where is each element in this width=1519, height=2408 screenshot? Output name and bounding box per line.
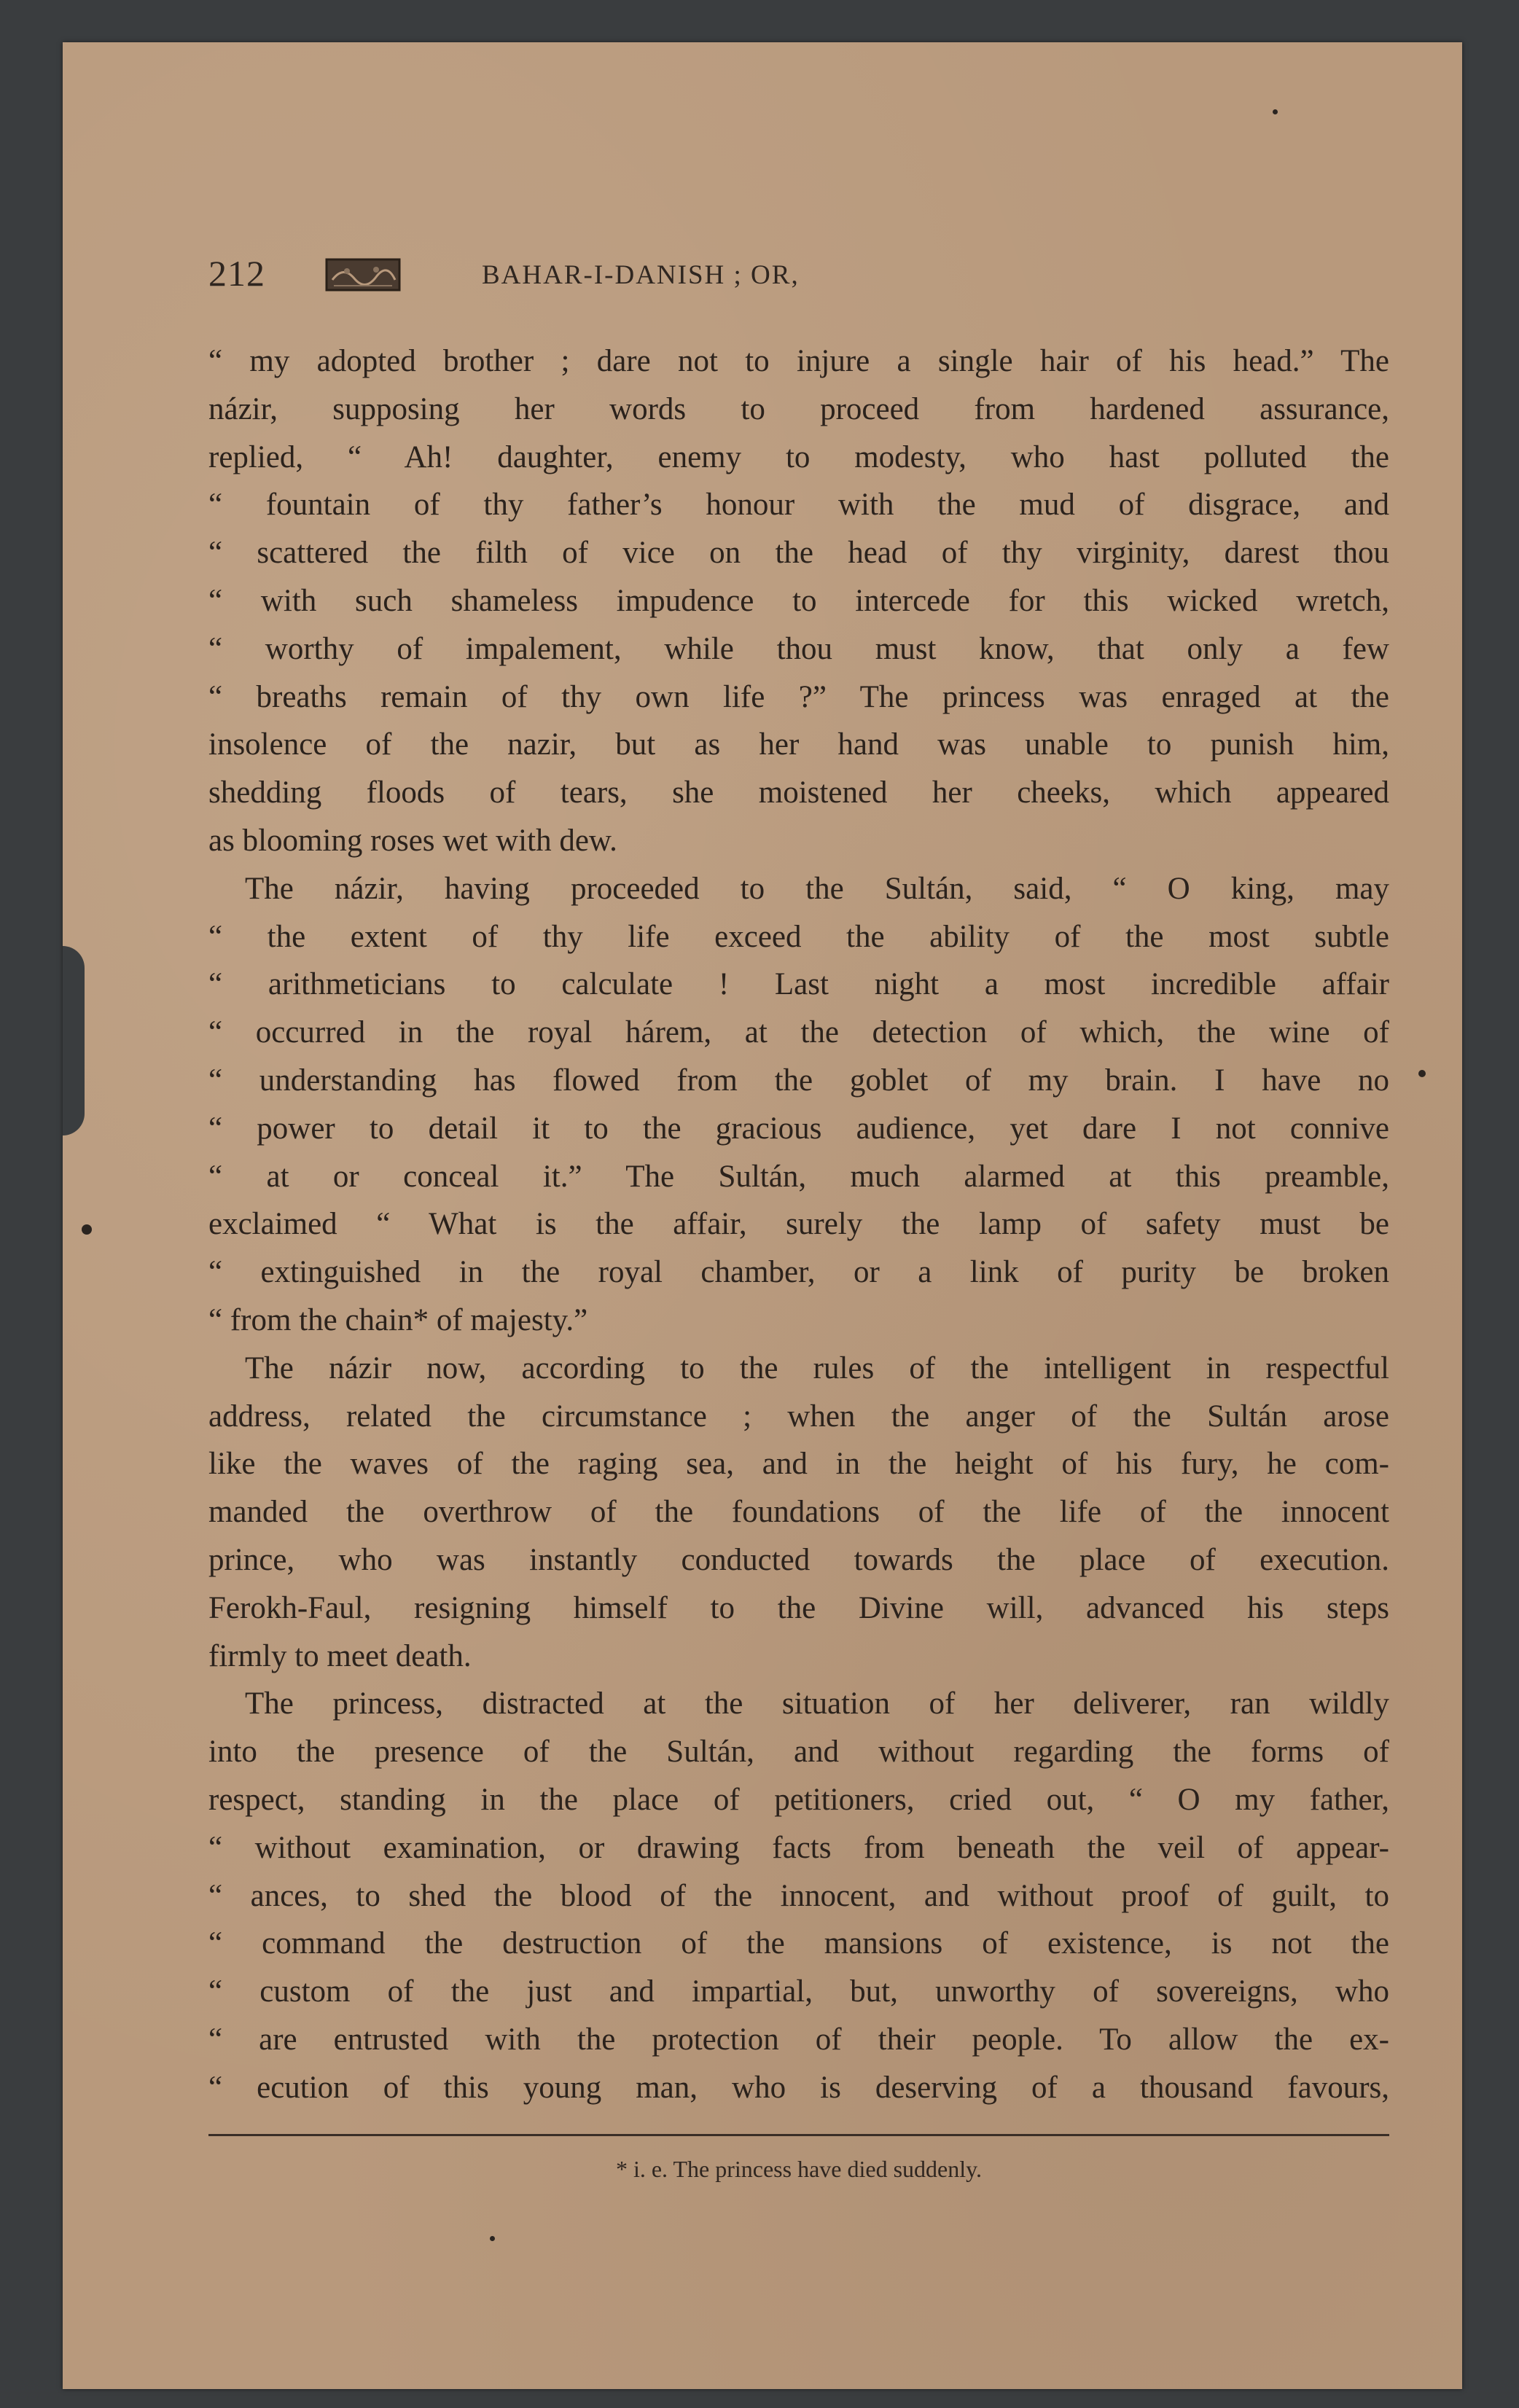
text-line: “ scattered the filth of vice on the head of thy virginity, darest thou <box>208 536 1389 571</box>
text-line: exclaimed “ What is the affair, surely the lamp of safety must be <box>208 1207 1389 1242</box>
page-number: 212 <box>208 253 265 294</box>
text-line: “ with such shameless impudence to intercede for this wicked wretch, <box>208 583 1389 618</box>
body-text <box>208 337 1389 2111</box>
ink-speck <box>1273 109 1278 114</box>
text-line: “ arithmeticians to calculate ! Last night a most incredible affair <box>208 967 1389 1002</box>
text-line: “ from the chain* of majesty.” <box>208 1302 588 1337</box>
text-line: as blooming roses wet with dew. <box>208 823 617 858</box>
text-line: “ extinguished in the royal chamber, or a link of purity be broken <box>208 1255 1389 1290</box>
ink-speck <box>490 2236 495 2241</box>
torn-edge <box>63 946 85 1135</box>
text-line: “ occurred in the royal hárem, at the detection of which, the wine of <box>208 1015 1389 1050</box>
footnote: * i. e. The princess have died suddenly. <box>615 2156 983 2182</box>
text-line: “ my adopted brother ; dare not to injure a single hair of his head.” The <box>208 344 1389 378</box>
text-line: “ ecution of this young man, who is deserving of a thousand favours, <box>208 2070 1389 2105</box>
text-line: “ understanding has flowed from the goblet of my brain. I have no <box>208 1063 1389 1098</box>
text-line: “ are entrusted with the protection of their people. To allow the ex- <box>208 2022 1389 2057</box>
ink-speck <box>82 1224 92 1235</box>
text-line: shedding floods of tears, she moistened her cheeks, which appeared <box>208 775 1389 810</box>
running-head: BAHAR-I-DANISH ; OR, <box>482 260 800 290</box>
text-line: replied, “ Ah! daughter, enemy to modesty, who hast polluted the <box>208 439 1389 474</box>
text-line: “ power to detail it to the gracious audience, yet dare I not connive <box>208 1111 1389 1146</box>
text-line: address, related the circumstance ; when the anger of the Sultán arose <box>208 1399 1389 1434</box>
book-page <box>63 42 1462 2389</box>
text-line: respect, standing in the place of petitioners, cried out, “ O my father, <box>208 1782 1389 1817</box>
text-line: “ fountain of thy father’s honour with the mud of disgrace, and <box>208 488 1389 523</box>
text-line: manded the overthrow of the foundations of the life of the innocent <box>208 1495 1389 1530</box>
text-line: The názir, having proceeded to the Sultán, said, “ O king, may <box>245 871 1389 906</box>
text-line: The názir now, according to the rules of the intelligent in respectful <box>245 1350 1389 1385</box>
text-line: The princess, distracted at the situation of her deliverer, ran wildly <box>245 1686 1389 1721</box>
text-line: prince, who was instantly conducted towards the place of execution. <box>208 1542 1389 1577</box>
text-line: Ferokh-Faul, resigning himself to the Divine will, advanced his steps <box>208 1590 1389 1625</box>
text-line: “ ances, to shed the blood of the innocent, and without proof of guilt, to <box>208 1878 1389 1913</box>
page-header <box>208 252 1375 303</box>
text-line: “ at or conceal it.” The Sultán, much alarmed at this preamble, <box>208 1159 1389 1194</box>
text-line: into the presence of the Sultán, and without regarding the forms of <box>208 1735 1389 1770</box>
text-line: “ without examination, or drawing facts from beneath the veil of appear- <box>208 1830 1389 1865</box>
text-line: insolence of the nazir, but as her hand was unable to punish him, <box>208 727 1389 762</box>
footnote-rule <box>208 2134 1389 2136</box>
text-line: firmly to meet death. <box>208 1638 472 1673</box>
text-line: “ worthy of impalement, while thou must know, that only a few <box>208 631 1389 666</box>
ink-speck <box>1418 1070 1426 1077</box>
ornament-icon <box>325 258 401 292</box>
text-line: “ command the destruction of the mansions of existence, is not the <box>208 1926 1389 1961</box>
text-line: “ custom of the just and impartial, but, unworthy of sovereigns, who <box>208 1974 1389 2009</box>
text-line: “ breaths remain of thy own life ?” The princess was enraged at the <box>208 679 1389 714</box>
text-line: názir, supposing her words to proceed from hardened assurance, <box>208 391 1389 426</box>
text-line: “ the extent of thy life exceed the ability of the most subtle <box>208 919 1389 954</box>
text-line: like the waves of the raging sea, and in the height of his fury, he com- <box>208 1447 1389 1482</box>
